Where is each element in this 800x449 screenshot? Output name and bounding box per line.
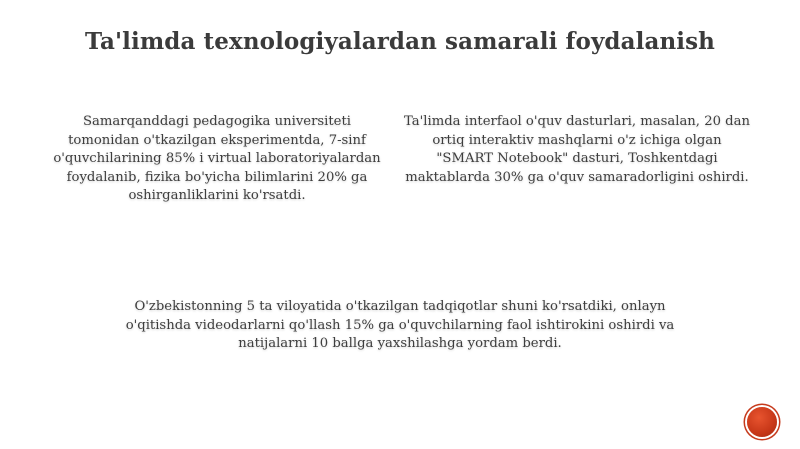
slide-nav-button[interactable] — [747, 407, 777, 437]
paragraph-smart-notebook: Ta'limda interfaol o'quv dasturlari, masalan, 20 dan ortiq interaktiv mashqlarni o'z ichiga olgan "SMART Notebook" dasturi, Toshkentdagi maktablarda 30% ga o'quv samaradorligini oshirdi. — [404, 114, 750, 185]
paragraph-online-video-lessons: O'zbekistonning 5 ta viloyatida o'tkazilgan tadqiqotlar shuni ko'rsatdiki, onlayn o'qitishda videodarlarni qo'llash 15% ga o'quvchilarning faol ishtirokini oshirdi va natijalarni 10 ballga yaxshilashga yordam berdi. — [125, 299, 675, 351]
paragraph-virtual-labs: Samarqanddagi pedagogika universiteti tomonidan o'tkazilgan eksperimentda, 7-sinf o'quvchilarining 85% i virtual laboratoriyalardan foydalanib, fizika bo'yicha bilimlarini 20% ga oshirganliklarini ko'rsatdi. — [53, 114, 381, 203]
slide-title: Ta'limda texnologiyalardan samarali foydalanish — [85, 28, 715, 55]
